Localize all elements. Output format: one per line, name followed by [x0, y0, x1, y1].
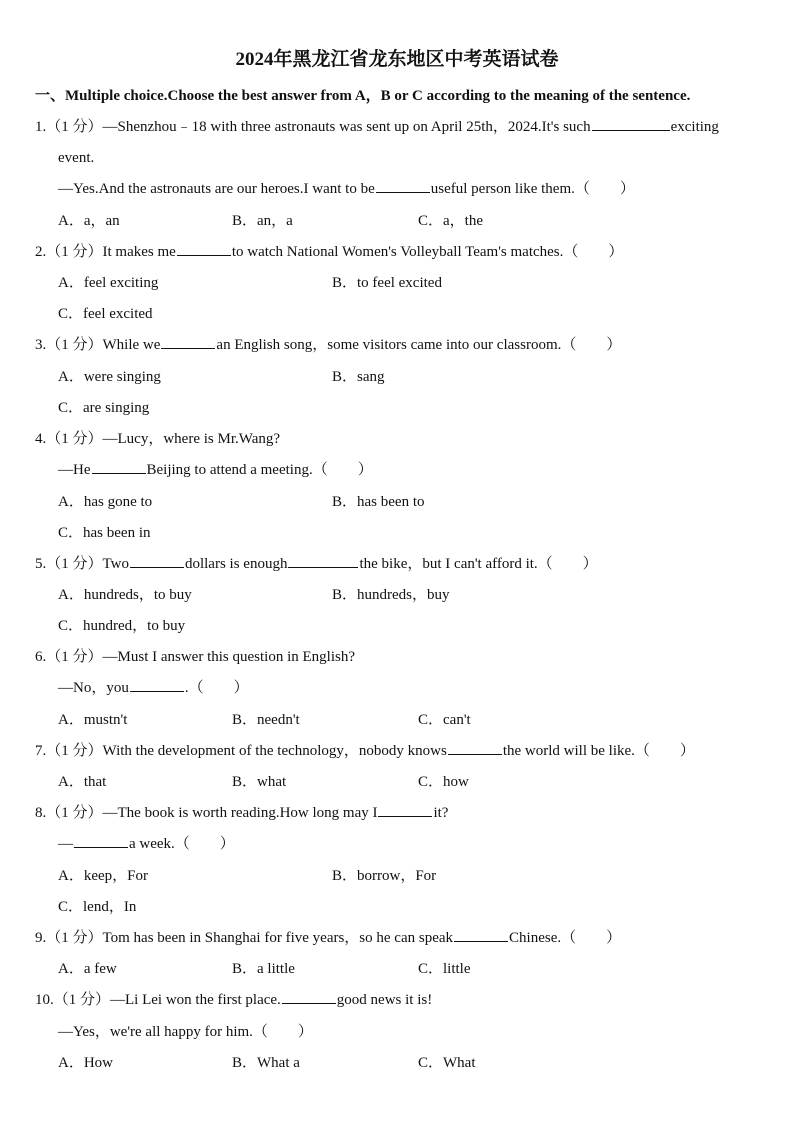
q1-option-b[interactable]: B．an，a	[232, 213, 293, 229]
q7-option-a[interactable]: A．that	[58, 774, 107, 790]
answer-blank	[74, 832, 128, 848]
q7-option-c[interactable]: C．how	[418, 774, 469, 790]
q3-option-b[interactable]: B．sang	[332, 369, 385, 385]
question-number: 9.（1 分）	[35, 930, 103, 946]
q6-option-b[interactable]: B．needn't	[232, 712, 300, 728]
answer-blank	[161, 333, 215, 349]
answer-blank	[592, 115, 670, 131]
answer-blank	[378, 801, 432, 817]
question-1-line-2: event.	[58, 150, 95, 166]
question-6-line-1: 6.（1 分）—Must I answer this question in English?	[35, 649, 355, 665]
q4-option-b[interactable]: B．has been to	[332, 494, 425, 510]
question-4-line-2: —He Beijing to attend a meeting.（ ）	[58, 458, 373, 482]
q1-option-a[interactable]: A．a，an	[58, 213, 120, 229]
q8-option-a[interactable]: A．keep，For	[58, 868, 148, 884]
question-7-line-1: 7.（1 分）With the development of the technology，nobody knows the world will be like.（ ）	[35, 739, 695, 763]
q9-option-b[interactable]: B．a little	[232, 961, 295, 977]
question-1-line-1: 1.（1 分）—Shenzhou﹣18 with three astronauts was sent up on April 25th，2024.It's such exciting	[35, 115, 719, 139]
question-1-line-3: —Yes.And the astronauts are our heroes.I want to be useful person like them.（ ）	[58, 177, 635, 201]
question-number: 3.（1 分）	[35, 337, 103, 353]
q7-option-b[interactable]: B．what	[232, 774, 287, 790]
q8-option-b[interactable]: B．borrow，For	[332, 868, 437, 884]
q10-option-a[interactable]: A．How	[58, 1055, 113, 1071]
question-number: 4.（1 分）	[35, 431, 103, 447]
q2-option-b[interactable]: B．to feel excited	[332, 275, 442, 291]
answer-blank	[282, 988, 336, 1004]
q3-option-a[interactable]: A．were singing	[58, 369, 161, 385]
page-title: 2024年黑龙江省龙东地区中考英语试卷	[235, 49, 559, 70]
q1-option-c[interactable]: C．a，the	[418, 213, 483, 229]
q9-option-c[interactable]: C．little	[418, 961, 471, 977]
question-number: 1.（1 分）	[35, 119, 103, 135]
question-8-line-2: — a week.（ ）	[58, 832, 235, 856]
question-5-line-1: 5.（1 分）Two dollars is enough the bike，but I can't afford it.（ ）	[35, 552, 598, 576]
q10-option-c[interactable]: C．What	[418, 1055, 476, 1071]
question-10-line-2: —Yes，we're all happy for him.（ ）	[58, 1024, 313, 1040]
answer-blank	[130, 552, 184, 568]
q2-option-c[interactable]: C．feel excited	[58, 306, 153, 322]
question-number: 10.（1 分）	[35, 992, 111, 1008]
question-3-line-1: 3.（1 分）While we an English song，some visitors came into our classroom.（ ）	[35, 333, 621, 357]
question-4-line-1: 4.（1 分）—Lucy，where is Mr.Wang?	[35, 431, 281, 447]
question-number: 6.（1 分）	[35, 649, 103, 665]
q4-option-c[interactable]: C．has been in	[58, 525, 151, 541]
q5-option-c[interactable]: C．hundred，to buy	[58, 618, 186, 634]
q6-option-c[interactable]: C．can't	[418, 712, 471, 728]
question-8-line-1: 8.（1 分）—The book is worth reading.How long may I it?	[35, 801, 448, 825]
q8-option-c[interactable]: C．lend，In	[58, 899, 137, 915]
question-9-line-1: 9.（1 分）Tom has been in Shanghai for five years，so he can speak Chinese.（ ）	[35, 926, 621, 950]
question-number: 7.（1 分）	[35, 743, 103, 759]
answer-blank	[130, 676, 184, 692]
section-heading: 一、Multiple choice.Choose the best answer from A，B or C according to the meaning of the sentence.	[35, 88, 691, 104]
answer-blank	[376, 177, 430, 193]
q10-option-b[interactable]: B．What a	[232, 1055, 300, 1071]
answer-blank	[454, 926, 508, 942]
question-6-line-2: —No，you .（ ）	[58, 676, 249, 700]
question-10-line-1: 10.（1 分）—Li Lei won the first place. good news it is!	[35, 988, 432, 1012]
q2-option-a[interactable]: A．feel exciting	[58, 275, 159, 291]
answer-blank	[448, 739, 502, 755]
question-number: 2.（1 分）	[35, 244, 103, 260]
q4-option-a[interactable]: A．has gone to	[58, 494, 153, 510]
answer-blank	[92, 458, 146, 474]
answer-blank	[177, 240, 231, 256]
q3-option-c[interactable]: C．are singing	[58, 400, 150, 416]
q5-option-b[interactable]: B．hundreds，buy	[332, 587, 450, 603]
question-number: 5.（1 分）	[35, 556, 103, 572]
question-number: 8.（1 分）	[35, 805, 103, 821]
q6-option-a[interactable]: A．mustn't	[58, 712, 128, 728]
question-2-line-1: 2.（1 分）It makes me to watch National Women's Volleyball Team's matches.（ ）	[35, 240, 623, 264]
q9-option-a[interactable]: A．a few	[58, 961, 117, 977]
answer-blank	[288, 552, 358, 568]
q5-option-a[interactable]: A．hundreds，to buy	[58, 587, 192, 603]
